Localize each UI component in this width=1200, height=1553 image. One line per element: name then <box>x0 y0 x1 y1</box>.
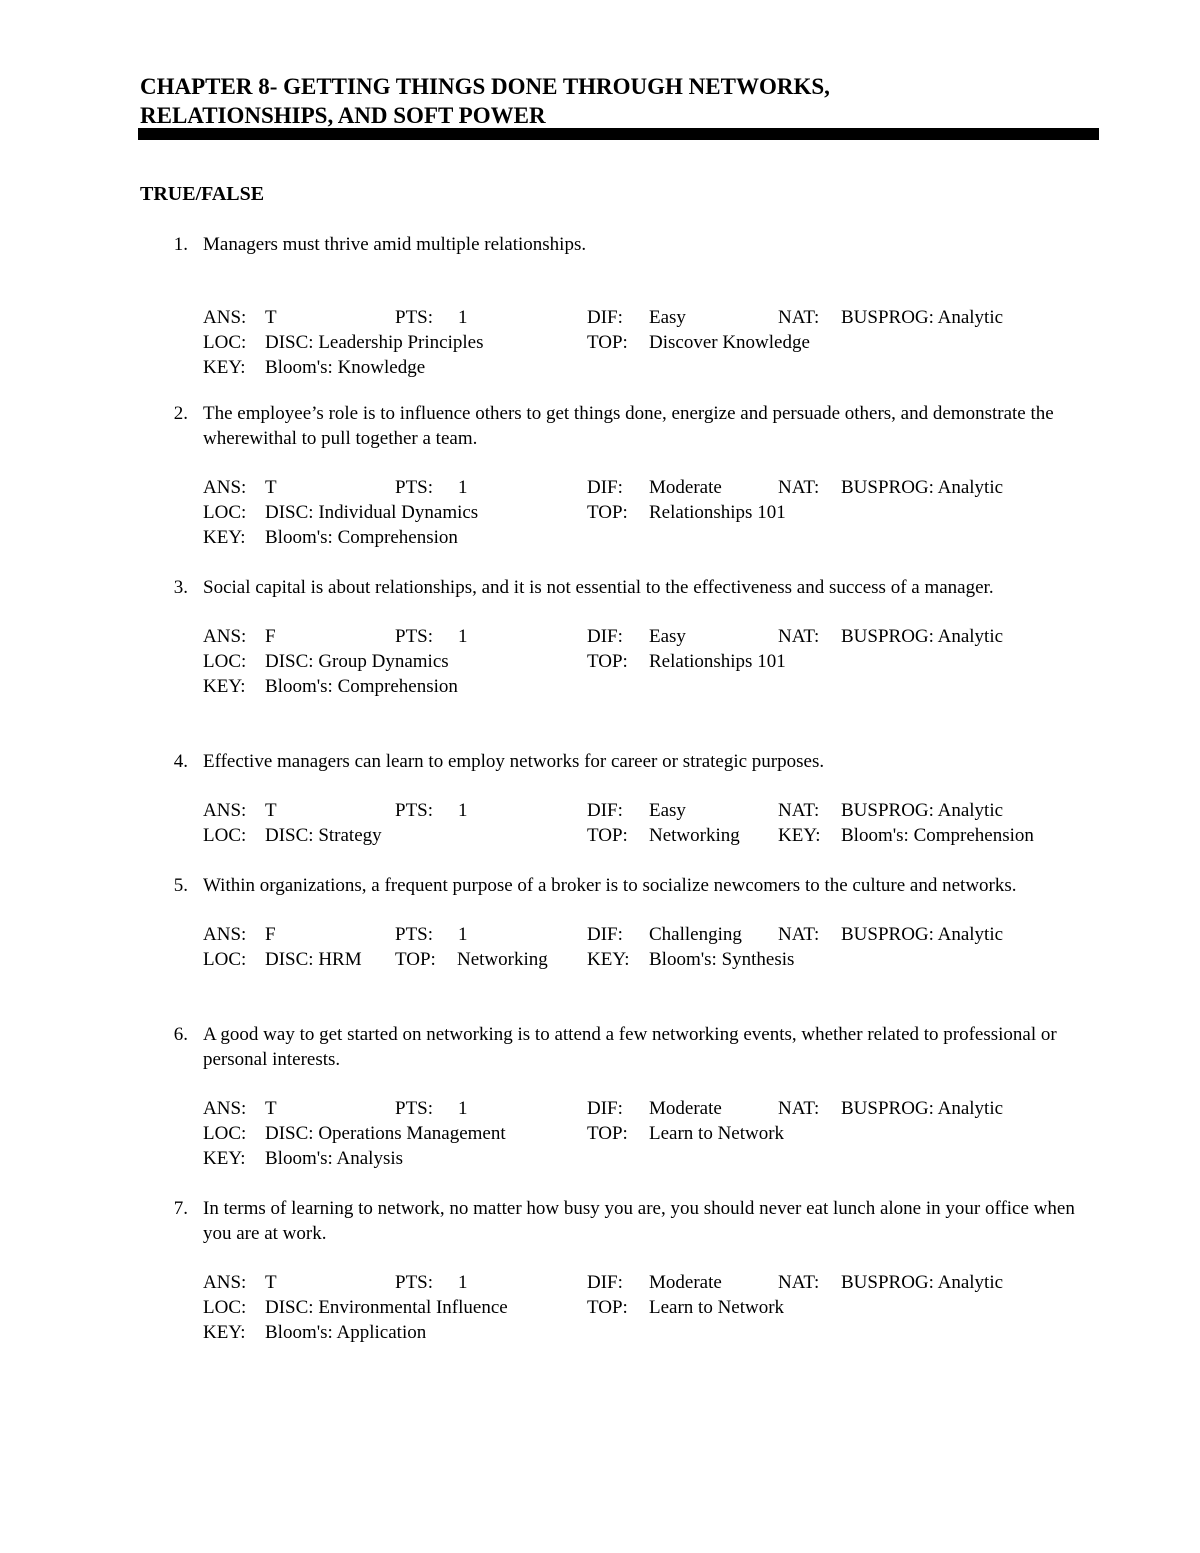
nat-label: NAT: <box>778 307 820 328</box>
answer-metadata <box>203 922 1100 972</box>
loc-value: DISC: Environmental Influence <box>265 1297 508 1318</box>
nat-label: NAT: <box>778 626 820 647</box>
dif-value: Easy <box>649 307 686 328</box>
question-number: 5. <box>173 875 188 896</box>
ans-value: T <box>265 477 277 498</box>
chapter-title <box>140 72 1100 130</box>
answer-metadata <box>203 475 1100 550</box>
loc-label: LOC: <box>203 949 247 970</box>
pts-label: PTS: <box>395 307 434 328</box>
top-value: Discover Knowledge <box>649 332 810 353</box>
question-text: Within organizations, a frequent purpose of a broker is to socialize newcomers to the culture and networks. <box>203 875 1017 896</box>
nat-value: BUSPROG: Analytic <box>841 800 1004 821</box>
meta-row <box>203 475 1100 500</box>
top-value: Learn to Network <box>649 1297 785 1318</box>
question-text: Effective managers can learn to employ networks for career or strategic purposes. <box>203 751 825 772</box>
dif-value: Easy <box>649 800 686 821</box>
loc-label: LOC: <box>203 332 247 353</box>
chapter-title-line-1: CHAPTER 8- GETTING THINGS DONE THROUGH NETWORKS, <box>140 74 830 99</box>
pts-value: 1 <box>458 626 468 647</box>
key-label: KEY: <box>587 949 630 970</box>
ans-value: T <box>265 800 277 821</box>
question-number: 3. <box>173 577 188 598</box>
ans-label: ANS: <box>203 626 247 647</box>
dif-value: Moderate <box>649 477 722 498</box>
meta-row <box>203 1096 1100 1121</box>
loc-value: DISC: HRM <box>265 949 362 970</box>
answer-metadata <box>203 798 1100 848</box>
top-value: Relationships 101 <box>649 651 786 672</box>
ans-label: ANS: <box>203 924 247 945</box>
ans-label: ANS: <box>203 477 247 498</box>
question-7 <box>160 1196 1100 1345</box>
meta-row <box>203 330 1100 355</box>
pts-label: PTS: <box>395 477 434 498</box>
key-label: KEY: <box>203 676 246 697</box>
top-label: TOP: <box>587 825 628 846</box>
meta-row <box>203 1121 1100 1146</box>
meta-row <box>203 624 1100 649</box>
top-value: Networking <box>457 949 548 970</box>
meta-row <box>203 823 1100 848</box>
top-label: TOP: <box>587 651 628 672</box>
key-value: Bloom's: Comprehension <box>265 676 458 697</box>
top-label: TOP: <box>587 502 628 523</box>
meta-row <box>203 355 1100 380</box>
question-text: In terms of learning to network, no matter how busy you are, you should never eat lunch alone in your office when you are at work. <box>203 1198 1075 1244</box>
title-rule <box>138 128 1099 140</box>
question-number: 4. <box>173 751 188 772</box>
meta-row <box>203 1270 1100 1295</box>
pts-label: PTS: <box>395 626 434 647</box>
dif-label: DIF: <box>587 1098 623 1119</box>
pts-value: 1 <box>458 307 468 328</box>
dif-label: DIF: <box>587 800 623 821</box>
pts-value: 1 <box>458 800 468 821</box>
meta-row <box>203 1146 1100 1171</box>
dif-value: Moderate <box>649 1098 722 1119</box>
dif-value: Moderate <box>649 1272 722 1293</box>
answer-metadata <box>203 305 1100 380</box>
ans-label: ANS: <box>203 1272 247 1293</box>
dif-label: DIF: <box>587 1272 623 1293</box>
loc-label: LOC: <box>203 1297 247 1318</box>
question-2 <box>160 401 1100 550</box>
key-value: Bloom's: Application <box>265 1322 427 1343</box>
section-heading: TRUE/FALSE <box>140 183 265 205</box>
loc-label: LOC: <box>203 825 247 846</box>
key-label: KEY: <box>203 527 246 548</box>
loc-value: DISC: Strategy <box>265 825 382 846</box>
key-label: KEY: <box>778 825 821 846</box>
meta-row <box>203 674 1100 699</box>
ans-value: T <box>265 1098 277 1119</box>
loc-value: DISC: Individual Dynamics <box>265 502 479 523</box>
question-5 <box>160 873 1100 972</box>
pts-label: PTS: <box>395 1272 434 1293</box>
nat-value: BUSPROG: Analytic <box>841 924 1004 945</box>
nat-label: NAT: <box>778 800 820 821</box>
question-number: 7. <box>173 1198 188 1219</box>
meta-row <box>203 1295 1100 1320</box>
top-value: Relationships 101 <box>649 502 786 523</box>
ans-label: ANS: <box>203 1098 247 1119</box>
dif-label: DIF: <box>587 924 623 945</box>
nat-label: NAT: <box>778 1098 820 1119</box>
answer-metadata <box>203 1270 1100 1345</box>
meta-row <box>203 500 1100 525</box>
question-4 <box>160 749 1100 848</box>
meta-row <box>203 1320 1100 1345</box>
pts-label: PTS: <box>395 924 434 945</box>
dif-value: Easy <box>649 626 686 647</box>
ans-label: ANS: <box>203 307 247 328</box>
meta-row <box>203 525 1100 550</box>
nat-label: NAT: <box>778 924 820 945</box>
top-label: TOP: <box>395 949 436 970</box>
loc-value: DISC: Group Dynamics <box>265 651 449 672</box>
pts-value: 1 <box>458 477 468 498</box>
top-label: TOP: <box>587 332 628 353</box>
ans-value: T <box>265 1272 277 1293</box>
question-text: Social capital is about relationships, and it is not essential to the effectiveness and success of a manager. <box>203 577 994 598</box>
question-text: A good way to get started on networking is to attend a few networking events, whether related to professional or personal interests. <box>203 1024 1057 1070</box>
question-number: 1. <box>173 234 188 255</box>
pts-value: 1 <box>458 924 468 945</box>
key-value: Bloom's: Analysis <box>265 1148 404 1169</box>
nat-value: BUSPROG: Analytic <box>841 307 1004 328</box>
meta-row <box>203 922 1100 947</box>
meta-row <box>203 649 1100 674</box>
nat-value: BUSPROG: Analytic <box>841 626 1004 647</box>
question-number: 6. <box>173 1024 188 1045</box>
dif-value: Challenging <box>649 924 742 945</box>
pts-label: PTS: <box>395 800 434 821</box>
question-text: The employee’s role is to influence others to get things done, energize and persuade others, and demonstrate the wherewithal to pull together a team. <box>203 403 1054 449</box>
dif-label: DIF: <box>587 477 623 498</box>
dif-label: DIF: <box>587 626 623 647</box>
ans-value: F <box>265 626 276 647</box>
pts-value: 1 <box>458 1272 468 1293</box>
top-value: Networking <box>649 825 740 846</box>
top-label: TOP: <box>587 1297 628 1318</box>
ans-label: ANS: <box>203 800 247 821</box>
meta-row <box>203 798 1100 823</box>
key-value: Bloom's: Comprehension <box>265 527 458 548</box>
nat-label: NAT: <box>778 477 820 498</box>
loc-value: DISC: Operations Management <box>265 1123 506 1144</box>
nat-label: NAT: <box>778 1272 820 1293</box>
question-6 <box>160 1022 1100 1171</box>
nat-value: BUSPROG: Analytic <box>841 1098 1004 1119</box>
question-3 <box>160 575 1100 699</box>
answer-metadata <box>203 624 1100 699</box>
loc-label: LOC: <box>203 651 247 672</box>
loc-label: LOC: <box>203 1123 247 1144</box>
key-label: KEY: <box>203 357 246 378</box>
chapter-title-line-2: RELATIONSHIPS, AND SOFT POWER <box>140 103 546 128</box>
key-value: Bloom's: Knowledge <box>265 357 426 378</box>
loc-value: DISC: Leadership Principles <box>265 332 484 353</box>
question-number: 2. <box>173 403 188 424</box>
meta-row <box>203 305 1100 330</box>
answer-metadata <box>203 1096 1100 1171</box>
key-label: KEY: <box>203 1148 246 1169</box>
nat-value: BUSPROG: Analytic <box>841 477 1004 498</box>
loc-label: LOC: <box>203 502 247 523</box>
top-label: TOP: <box>587 1123 628 1144</box>
ans-value: T <box>265 307 277 328</box>
question-1 <box>160 232 1100 380</box>
question-text: Managers must thrive amid multiple relationships. <box>203 234 587 255</box>
key-value: Bloom's: Synthesis <box>649 949 795 970</box>
key-value: Bloom's: Comprehension <box>841 825 1034 846</box>
pts-label: PTS: <box>395 1098 434 1119</box>
ans-value: F <box>265 924 276 945</box>
nat-value: BUSPROG: Analytic <box>841 1272 1004 1293</box>
pts-value: 1 <box>458 1098 468 1119</box>
top-value: Learn to Network <box>649 1123 785 1144</box>
dif-label: DIF: <box>587 307 623 328</box>
meta-row <box>203 947 1100 972</box>
key-label: KEY: <box>203 1322 246 1343</box>
